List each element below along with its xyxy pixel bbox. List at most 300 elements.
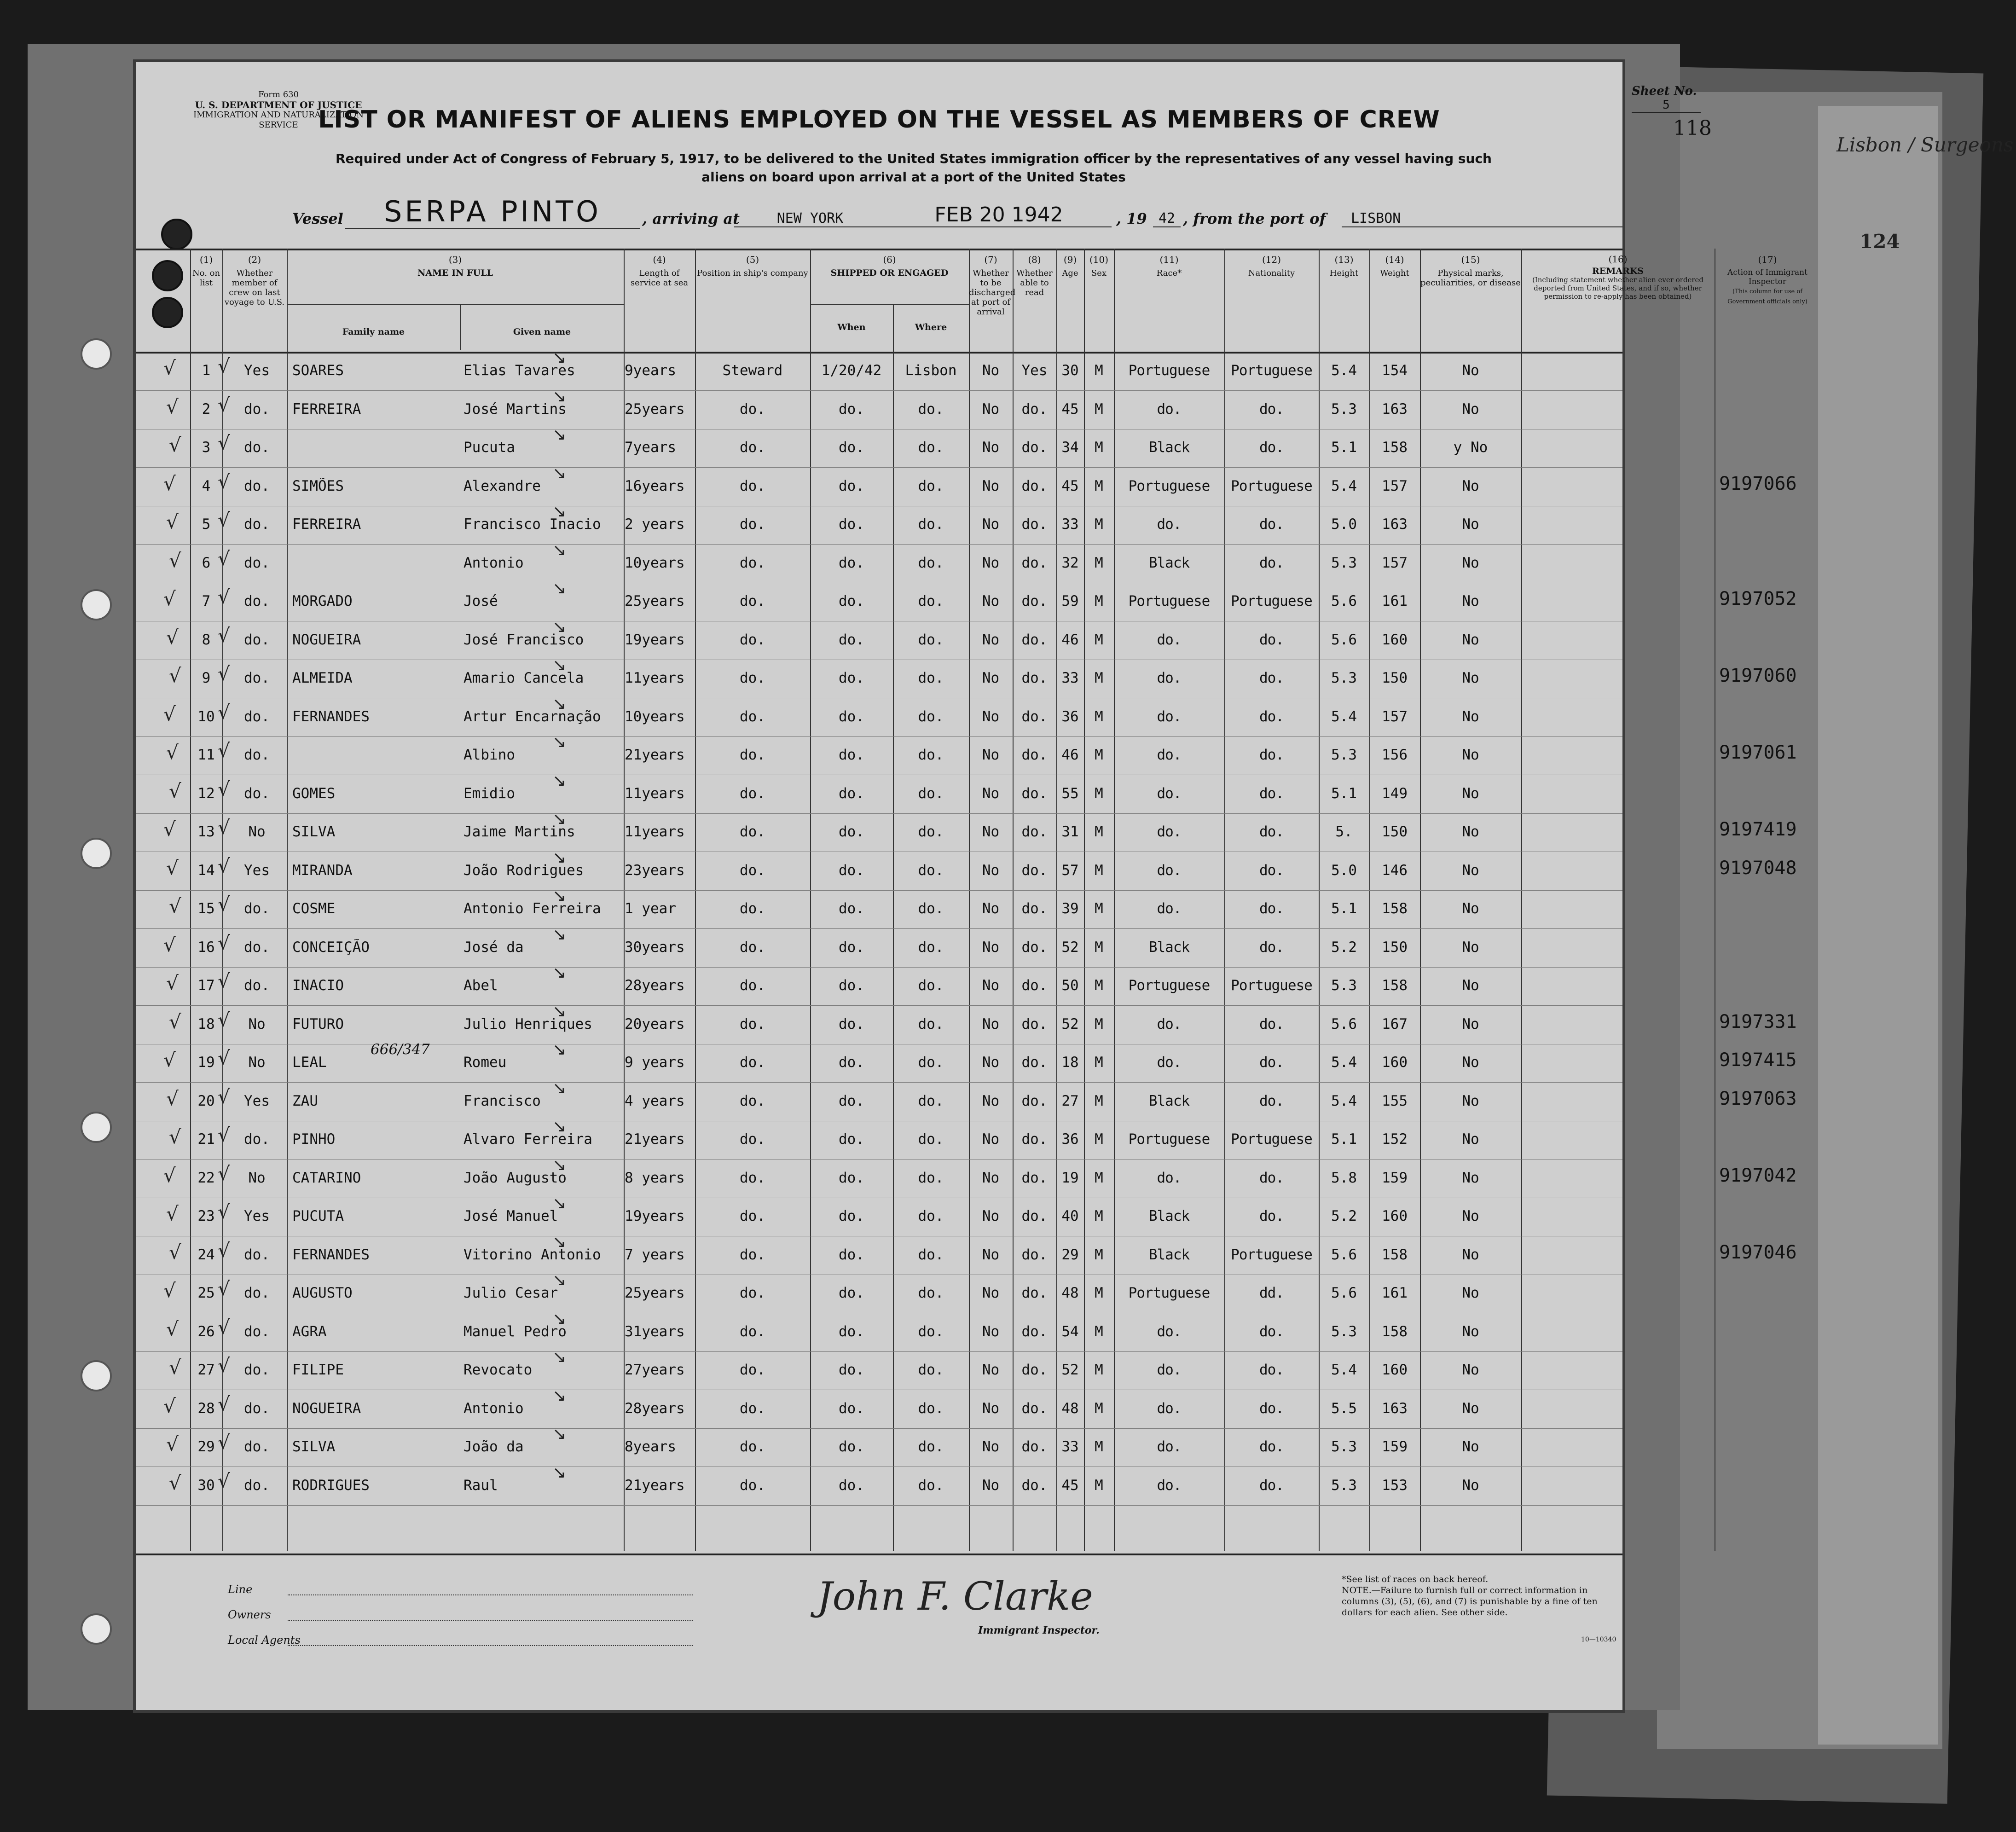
cell-weight: 158: [1382, 1323, 1408, 1340]
cell-crew: do.: [244, 1362, 270, 1378]
cell-position: do.: [740, 1092, 765, 1109]
cell-marks: No: [1462, 862, 1479, 879]
cell-where: do.: [918, 1400, 944, 1417]
cell-position: do.: [740, 900, 765, 917]
checkmark-icon: ↘: [552, 733, 567, 752]
cell-family: PINHO: [292, 1131, 336, 1148]
cell-no: 29: [197, 1438, 215, 1455]
cell-weight: 167: [1382, 1015, 1408, 1032]
signature-caption: Immigrant Inspector.: [978, 1624, 1100, 1636]
cell-race: do.: [1157, 708, 1182, 725]
inspector-alien-number: 9197046: [1719, 1241, 1797, 1263]
cell-sex: M: [1095, 1477, 1103, 1494]
cell-height: 5.6: [1331, 1246, 1357, 1263]
cell-crew: No: [248, 1169, 266, 1186]
table-row: [136, 887, 1622, 929]
cell-weight: 158: [1382, 977, 1408, 994]
cell-no: 30: [197, 1477, 215, 1494]
cell-crew: do.: [244, 670, 270, 686]
cell-when: do.: [839, 862, 864, 879]
cell-crew: do.: [244, 1477, 270, 1494]
cell-sex: M: [1095, 1054, 1103, 1071]
checkmark-icon: ↘: [552, 348, 567, 367]
cell-read: do.: [1021, 1092, 1048, 1109]
checkmark-icon: √: [169, 1356, 181, 1379]
cell-weight: 158: [1382, 900, 1408, 917]
cell-marks: No: [1462, 516, 1479, 533]
form-department: U. S. DEPARTMENT OF JUSTICE: [195, 99, 362, 110]
cell-family: NOGUEIRA: [292, 1400, 361, 1417]
cell-read: do.: [1021, 554, 1048, 571]
header-given-name: Given name: [513, 327, 571, 337]
cell-service: 10years: [625, 554, 685, 571]
cell-no: 21: [197, 1131, 215, 1148]
cell-given: Julio Cesar: [463, 1285, 558, 1301]
cell-marks: No: [1462, 1169, 1479, 1186]
cell-sex: M: [1095, 1438, 1103, 1455]
cell-age: 30: [1061, 362, 1079, 379]
cell-when: do.: [839, 977, 864, 994]
cell-weight: 158: [1382, 1246, 1408, 1263]
cell-height: 5.3: [1331, 1323, 1357, 1340]
checkmark-icon: ↘: [552, 387, 567, 406]
cell-where: do.: [918, 1246, 944, 1263]
cell-race: do.: [1157, 900, 1182, 917]
cell-service: 7years: [625, 439, 676, 456]
cell-race: do.: [1157, 747, 1182, 763]
cell-marks: No: [1462, 1015, 1479, 1032]
checkmark-icon: √: [218, 1239, 230, 1262]
cell-read: do.: [1021, 1323, 1048, 1340]
header-remarks: (16) REMARKS (Including statement whether alien ever ordered deported from United States, and if so, whether permission to re-apply has been obtained): [1532, 254, 1704, 301]
checkmark-icon: ↘: [552, 963, 567, 982]
cell-nationality: do.: [1259, 670, 1284, 686]
cell-given: Francisco: [463, 1092, 541, 1109]
cell-where: Lisbon: [905, 362, 957, 379]
cell-crew: do.: [244, 977, 270, 994]
checkmark-icon: √: [163, 1049, 176, 1071]
table-row: [136, 848, 1797, 891]
cell-when: do.: [839, 785, 864, 802]
cell-service: 16years: [625, 477, 685, 494]
cell-race: Portuguese: [1128, 1285, 1210, 1301]
cell-nationality: do.: [1259, 1362, 1284, 1378]
cell-race: Black: [1148, 1092, 1190, 1109]
cell-service: 20years: [625, 1015, 685, 1032]
cell-where: do.: [918, 1323, 944, 1340]
cell-given: João Augusto: [463, 1169, 567, 1186]
cell-nationality: do.: [1259, 747, 1284, 763]
cell-nationality: Portuguese: [1231, 1131, 1312, 1148]
cell-where: do.: [918, 1208, 944, 1224]
checkmark-icon: √: [169, 1241, 181, 1264]
cell-no: 4: [202, 477, 211, 494]
cell-given: José Martins: [463, 400, 567, 417]
crew-table: [136, 249, 1807, 1551]
cell-read: do.: [1021, 631, 1048, 648]
cell-discharged: No: [982, 362, 1000, 379]
checkmark-icon: √: [218, 739, 230, 762]
cell-no: 10: [197, 708, 215, 725]
cell-given: Antonio Ferreira: [463, 900, 601, 917]
header-where: Where: [915, 322, 947, 332]
cell-family: FERREIRA: [292, 400, 361, 417]
cell-nationality: do.: [1259, 1169, 1284, 1186]
cell-discharged: No: [982, 1169, 1000, 1186]
cell-position: do.: [740, 631, 765, 648]
cell-crew: Yes: [244, 1092, 270, 1109]
cell-read: do.: [1021, 862, 1048, 879]
inspector-alien-number: 9197042: [1719, 1165, 1797, 1186]
cell-age: 55: [1061, 785, 1079, 802]
cell-crew: do.: [244, 1438, 270, 1455]
cell-age: 29: [1061, 1246, 1079, 1263]
table-row: [136, 502, 1622, 545]
table-row: [136, 771, 1622, 814]
cell-race: Portuguese: [1128, 593, 1210, 609]
cell-read: do.: [1021, 477, 1048, 494]
cell-given: Vitorino Antonio: [463, 1246, 601, 1263]
cell-sex: M: [1095, 1323, 1103, 1340]
cell-discharged: No: [982, 1246, 1000, 1263]
page-subtitle: Required under Act of Congress of February 5, 1917, to be delivered to the United States immigration officer by the representatives of any vessel having such aliens on board upon arrival at a port of the United States: [336, 151, 1492, 185]
checkmark-icon: ↘: [552, 1155, 567, 1175]
cell-position: do.: [740, 1246, 765, 1263]
table-row: [136, 1117, 1622, 1159]
cell-service: 25years: [625, 1285, 685, 1301]
cell-nationality: do.: [1259, 1323, 1284, 1340]
handwritten-annotation: 666/347: [371, 1041, 430, 1058]
cell-age: 19: [1061, 1169, 1079, 1186]
cell-when: do.: [839, 1131, 864, 1148]
table-row: [136, 1040, 1797, 1083]
margin-note-top: Lisbon / Surgeons: [1836, 133, 2014, 156]
cell-given: Romeu: [463, 1054, 507, 1071]
cell-age: 48: [1061, 1285, 1079, 1301]
cell-sex: M: [1095, 439, 1103, 456]
cell-marks: No: [1462, 900, 1479, 917]
cell-marks: No: [1462, 670, 1479, 686]
cell-position: do.: [740, 1323, 765, 1340]
checkmark-icon: √: [218, 1354, 230, 1377]
cell-crew: do.: [244, 939, 270, 956]
cell-age: 36: [1061, 708, 1079, 725]
checkmark-icon: ↘: [552, 579, 567, 598]
checkmark-icon: √: [163, 472, 176, 495]
cell-family: ZAU: [292, 1092, 318, 1109]
cell-weight: 159: [1382, 1438, 1408, 1455]
header-shipped-or-engaged: (6) SHIPPED OR ENGAGED: [830, 254, 949, 278]
cell-family: PUCUTA: [292, 1208, 344, 1224]
cell-read: do.: [1021, 747, 1048, 763]
cell-age: 50: [1061, 977, 1079, 994]
binder-hole: [81, 338, 112, 370]
checkmark-icon: ↘: [552, 848, 567, 867]
cell-when: do.: [839, 900, 864, 917]
cell-given: José Manuel: [463, 1208, 558, 1224]
table-row: [136, 1348, 1622, 1390]
header-inspector-action: (17) Action of Immigrant Inspector (This column for use of Government officials only): [1727, 254, 1807, 305]
checkmark-icon: √: [163, 357, 176, 379]
cell-service: 11years: [625, 785, 685, 802]
cell-service: 10years: [625, 708, 685, 725]
cell-family: NOGUEIRA: [292, 631, 361, 648]
cell-age: 45: [1061, 1477, 1079, 1494]
checkmark-icon: √: [218, 662, 230, 685]
cell-weight: 160: [1382, 1054, 1408, 1071]
cell-service: 21years: [625, 1131, 685, 1148]
table-row: [136, 617, 1622, 660]
sheet-number: [1632, 84, 1701, 113]
cell-height: 5.5: [1331, 1400, 1357, 1417]
cell-no: 13: [197, 823, 215, 840]
cell-height: 5.4: [1331, 1092, 1357, 1109]
cell-crew: do.: [244, 1131, 270, 1148]
cell-when: do.: [839, 1285, 864, 1301]
checkmark-icon: √: [163, 933, 176, 956]
cell-discharged: No: [982, 1400, 1000, 1417]
cell-height: 5.1: [1331, 1131, 1357, 1148]
inspector-alien-number: 9197061: [1719, 742, 1797, 763]
owners-field: [288, 1620, 693, 1621]
cell-weight: 150: [1382, 939, 1408, 956]
cell-nationality: Portuguese: [1231, 1246, 1312, 1263]
cell-crew: do.: [244, 477, 270, 494]
cell-position: do.: [740, 1131, 765, 1148]
cell-height: 5.4: [1331, 477, 1357, 494]
checkmark-icon: ↘: [552, 887, 567, 905]
cell-sex: M: [1095, 1362, 1103, 1378]
cell-age: 33: [1061, 516, 1079, 533]
cell-nationality: do.: [1259, 1438, 1284, 1455]
cell-read: do.: [1021, 593, 1048, 609]
checkmark-icon: √: [166, 856, 179, 879]
cell-given: Manuel Pedro: [463, 1323, 567, 1340]
cell-nationality: do.: [1259, 400, 1284, 417]
cell-given: Amario Cancela: [463, 670, 584, 686]
year-prefix: , 19: [1116, 210, 1147, 227]
cell-given: Antonio: [463, 554, 524, 571]
cell-where: do.: [918, 670, 944, 686]
cell-no: 12: [197, 785, 215, 802]
table-row: [136, 1155, 1797, 1198]
local-agents-label: Local Agents: [228, 1634, 301, 1646]
header-nationality: (12) Nationality: [1248, 254, 1295, 278]
checkmark-icon: ↘: [552, 425, 567, 444]
cell-marks: No: [1462, 1054, 1479, 1071]
cell-position: do.: [740, 439, 765, 456]
cell-sex: M: [1095, 977, 1103, 994]
cell-no: 23: [197, 1208, 215, 1224]
cell-when: do.: [839, 1323, 864, 1340]
checkmark-icon: ↘: [552, 1232, 567, 1252]
cell-when: do.: [839, 1362, 864, 1378]
cell-nationality: Portuguese: [1231, 362, 1312, 379]
cell-sex: M: [1095, 862, 1103, 879]
cell-read: do.: [1021, 670, 1048, 686]
checkmark-icon: ↘: [552, 694, 567, 713]
cell-when: do.: [839, 554, 864, 571]
cell-given: Abel: [463, 977, 498, 994]
cell-discharged: No: [982, 477, 1000, 494]
checkmark-icon: √: [218, 1392, 230, 1415]
local-agents-field: [288, 1645, 693, 1646]
checkmark-icon: ↘: [552, 1002, 567, 1021]
cell-age: 52: [1061, 1015, 1079, 1032]
checkmark-icon: ↘: [552, 1194, 567, 1213]
checkmark-icon: ↘: [552, 1078, 567, 1098]
table-row: [136, 1463, 1622, 1506]
cell-weight: 152: [1382, 1131, 1408, 1148]
cell-nationality: do.: [1259, 516, 1284, 533]
cell-no: 14: [197, 862, 215, 879]
cell-when: do.: [839, 1054, 864, 1071]
cell-marks: No: [1462, 400, 1479, 417]
cell-service: 8years: [625, 1438, 676, 1455]
checkmark-icon: √: [218, 1008, 230, 1031]
cell-height: 5.3: [1331, 554, 1357, 571]
cell-family: FERNANDES: [292, 1246, 370, 1263]
cell-discharged: No: [982, 1208, 1000, 1224]
cell-no: 24: [197, 1246, 215, 1263]
arriving-port: NEW YORK: [734, 210, 886, 227]
cell-height: 5.2: [1331, 1208, 1357, 1224]
cell-discharged: No: [982, 823, 1000, 840]
cell-given: João da: [463, 1438, 524, 1455]
cell-service: 8 years: [625, 1169, 685, 1186]
cell-weight: 161: [1382, 593, 1408, 609]
checkmark-icon: √: [218, 1277, 230, 1300]
cell-age: 27: [1061, 1092, 1079, 1109]
cell-race: do.: [1157, 1323, 1182, 1340]
cell-race: do.: [1157, 1054, 1182, 1071]
cell-discharged: No: [982, 1285, 1000, 1301]
cell-height: 5.3: [1331, 1438, 1357, 1455]
checkmark-icon: √: [166, 741, 179, 764]
cell-position: do.: [740, 708, 765, 725]
cell-given: Pucuta: [463, 439, 515, 456]
cell-no: 17: [197, 977, 215, 994]
cell-age: 33: [1061, 670, 1079, 686]
checkmark-icon: ↘: [552, 810, 567, 829]
checkmark-icon: ↘: [552, 464, 567, 483]
cell-where: do.: [918, 400, 944, 417]
cell-position: do.: [740, 670, 765, 686]
checkmark-icon: ↘: [552, 771, 567, 790]
cell-where: do.: [918, 1477, 944, 1494]
cell-age: 52: [1061, 939, 1079, 956]
header-length-of-service: (4) Length of service at sea: [630, 254, 689, 288]
cell-nationality: Portuguese: [1231, 593, 1312, 609]
cell-race: Black: [1148, 1208, 1190, 1224]
cell-discharged: No: [982, 747, 1000, 763]
year-value: 42: [1153, 210, 1181, 227]
cell-when: do.: [839, 1208, 864, 1224]
cell-weight: 149: [1382, 785, 1408, 802]
cell-crew: do.: [244, 708, 270, 725]
cell-crew: do.: [244, 439, 270, 456]
cell-given: Jaime Martins: [463, 823, 575, 840]
checkmark-icon: √: [218, 624, 230, 647]
cell-given: Julio Henriques: [463, 1015, 592, 1032]
cell-given: José da: [463, 939, 524, 956]
cell-discharged: No: [982, 631, 1000, 648]
cell-nationality: do.: [1259, 708, 1284, 725]
cell-no: 25: [197, 1285, 215, 1301]
cell-crew: do.: [244, 900, 270, 917]
table-row: [136, 1002, 1797, 1044]
cell-position: do.: [740, 1477, 765, 1494]
cell-age: 48: [1061, 1400, 1079, 1417]
table-row: [136, 387, 1622, 429]
table-row: [136, 579, 1797, 621]
cell-family: FILIPE: [292, 1362, 344, 1378]
checkmark-icon: √: [169, 1010, 181, 1033]
cell-where: do.: [918, 593, 944, 609]
header-age: (9) Age: [1062, 254, 1078, 278]
cell-crew: do.: [244, 593, 270, 609]
cell-age: 45: [1061, 477, 1079, 494]
cell-weight: 146: [1382, 862, 1408, 879]
binder-hole: [81, 1613, 112, 1645]
cell-service: 30years: [625, 939, 685, 956]
cell-discharged: No: [982, 1092, 1000, 1109]
cell-given: Albino: [463, 747, 515, 763]
cell-read: do.: [1021, 1477, 1048, 1494]
cell-crew: Yes: [244, 1208, 270, 1224]
cell-weight: 161: [1382, 1285, 1408, 1301]
cell-discharged: No: [982, 900, 1000, 917]
header-name-in-full: (3) NAME IN FULL: [417, 254, 493, 278]
cell-position: do.: [740, 1169, 765, 1186]
cell-race: do.: [1157, 1015, 1182, 1032]
manifest-page: [136, 62, 1807, 1710]
cell-height: 5.3: [1331, 977, 1357, 994]
cell-discharged: No: [982, 1362, 1000, 1378]
sheet-label: Sheet No.: [1632, 84, 1697, 98]
binder-hole: [161, 219, 192, 250]
inspector-alien-number: 9197063: [1719, 1088, 1797, 1109]
cell-discharged: No: [982, 554, 1000, 571]
checkmark-icon: √: [166, 1433, 179, 1455]
header-sex: (10) Sex: [1089, 254, 1109, 278]
cell-nationality: do.: [1259, 939, 1284, 956]
cell-family: FERNANDES: [292, 708, 370, 725]
checkmark-icon: √: [166, 972, 179, 994]
checkmark-icon: ↘: [552, 1348, 567, 1367]
cell-when: do.: [839, 400, 864, 417]
cell-height: 5.: [1335, 823, 1353, 840]
cell-discharged: No: [982, 1054, 1000, 1071]
checkmark-icon: √: [218, 1085, 230, 1108]
cell-when: do.: [839, 439, 864, 456]
form-number: Form 630: [258, 90, 299, 99]
cell-age: 39: [1061, 900, 1079, 917]
table-row: [136, 425, 1622, 468]
cell-position: do.: [740, 1208, 765, 1224]
header-physical-marks: (15) Physical marks, peculiarities, or disease: [1420, 254, 1521, 288]
cell-crew: Yes: [244, 362, 270, 379]
cell-marks: No: [1462, 362, 1479, 379]
cell-weight: 160: [1382, 1208, 1408, 1224]
cell-marks: No: [1462, 1092, 1479, 1109]
checkmark-icon: √: [218, 1162, 230, 1185]
cell-no: 18: [197, 1015, 215, 1032]
cell-age: 57: [1061, 862, 1079, 879]
cell-no: 27: [197, 1362, 215, 1378]
cell-marks: No: [1462, 939, 1479, 956]
cell-service: 2 years: [625, 516, 685, 533]
